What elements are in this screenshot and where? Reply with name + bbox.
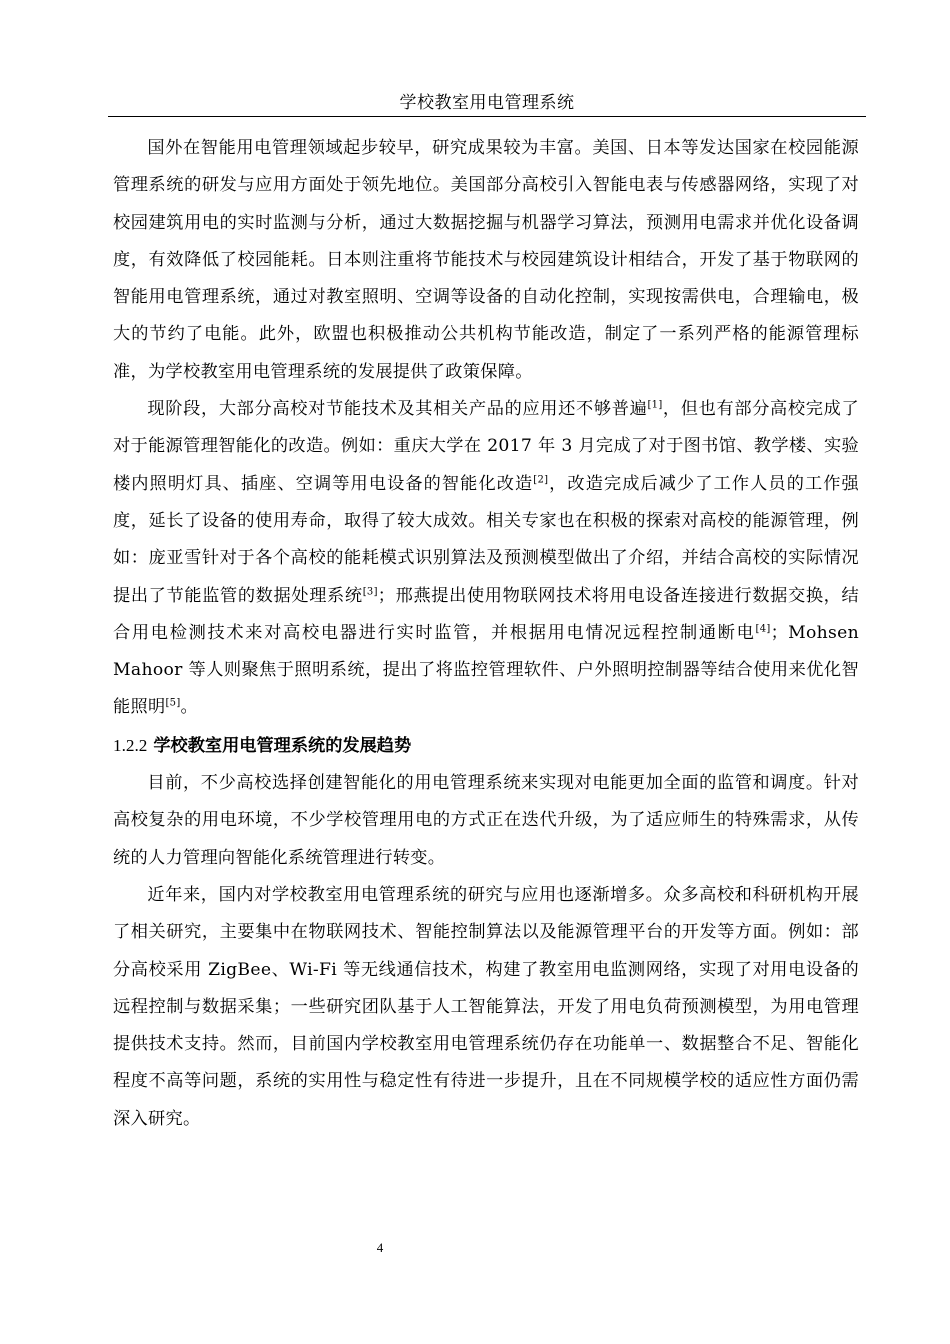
paragraph-domestic-research: 近年来，国内对学校教室用电管理系统的研究与应用也逐渐增多。众多高校和科研机构开展了相关研究，主要集中在物联网技术、智能控制算法以及能源管理平台的开发等方面。例如：部分高校采用 ZigBee、Wi-Fi 等无线通信技术，构建了教室用电监测网络，实现了对用电设备的远程控制与数据采集；一些研究团队基于人工智能算法，开发了用电负荷预测模型，为用电管理提供技术支持。然而，目前国内学校教室用电管理系统仍存在功能单一、数据整合不足、智能化程度不高等问题，系统的实用性与稳定性有待进一步提升，且在不同规模学校的适应性方面仍需深入研究。 bbox=[113, 884, 859, 1129]
section-title: 学校教室用电管理系统的发展趋势 bbox=[153, 735, 412, 756]
paragraph-text: ，改造完成后减少了工作人员的工作强度，延长了设备的使用寿命，取得了较大成效。相关专家也在积极的探索对高校的能源管理，例如：庞亚雪针对于各个高校的能耗模式识别算法及预测模型做出了介绍，并结合高校的实际情况提出了节能监管的数据处理系统 bbox=[113, 473, 859, 606]
paragraph-current-status bbox=[113, 391, 859, 727]
body-content bbox=[113, 130, 859, 1138]
paragraph-trend-intro: 目前，不少高校选择创建智能化的用电管理系统来实现对电能更加全面的监管和调度。针对高校复杂的用电环境，不少学校管理用电的方式正在迭代升级，为了适应师生的特殊需求，从传统的人力管理向智能化系统管理进行转变。 bbox=[113, 773, 859, 868]
citation-ref-2: [2] bbox=[533, 473, 549, 485]
citation-ref-3: [3] bbox=[362, 585, 378, 597]
running-header-title: 学校教室用电管理系统 bbox=[399, 93, 575, 113]
section-heading bbox=[113, 727, 859, 765]
paragraph-foreign-research: 国外在智能用电管理领域起步较早，研究成果较为丰富。美国、日本等发达国家在校园能源管理系统的研发与应用方面处于领先地位。美国部分高校引入智能电表与传感器网络，实现了对校园建筑用电的实时监测与分析，通过大数据挖掘与机器学习算法，预测用电需求并优化设备调度，有效降低了校园能耗。日本则注重将节能技术与校园建筑设计相结合，开发了基于物联网的智能用电管理系统，通过对教室照明、空调等设备的自动化控制，实现按需供电，合理输电，极大的节约了电能。此外，欧盟也积极推动公共机构节能改造，制定了一系列严格的能源管理标准，为学校教室用电管理系统的发展提供了政策保障。 bbox=[113, 138, 859, 382]
paragraph-text: ，但也有部分高校完成了对于能源管理智能化的改造。例如：重庆大学在 2017 年 3 月完成了对于图书馆、教学楼、实验楼内照明灯具、插座、空调等用电设备的智能化改造 bbox=[113, 399, 859, 494]
citation-ref-4: [4] bbox=[755, 623, 771, 635]
paragraph-text: 现阶段，大部分高校对节能技术及其相关产品的应用还不够普遍 bbox=[147, 399, 648, 420]
header-divider bbox=[108, 116, 866, 117]
citation-ref-5: [5] bbox=[165, 697, 181, 709]
paragraph-text: ；Mohsen Mahoor 等人则聚焦于照明系统，提出了将监控管理软件、户外照明控制器等结合使用来优化智能照明 bbox=[113, 622, 859, 718]
paragraph-text: ；邢燕提出使用物联网技术将用电设备连接进行数据交换，结合用电检测技术来对高校电器进行实时监管，并根据用电情况远程控制通断电 bbox=[113, 585, 859, 643]
section-number: 1.2.2 bbox=[113, 735, 148, 755]
citation-ref-1: [1] bbox=[647, 399, 663, 411]
page-number: 4 bbox=[376, 1240, 384, 1255]
paragraph-text: 。 bbox=[180, 697, 199, 718]
